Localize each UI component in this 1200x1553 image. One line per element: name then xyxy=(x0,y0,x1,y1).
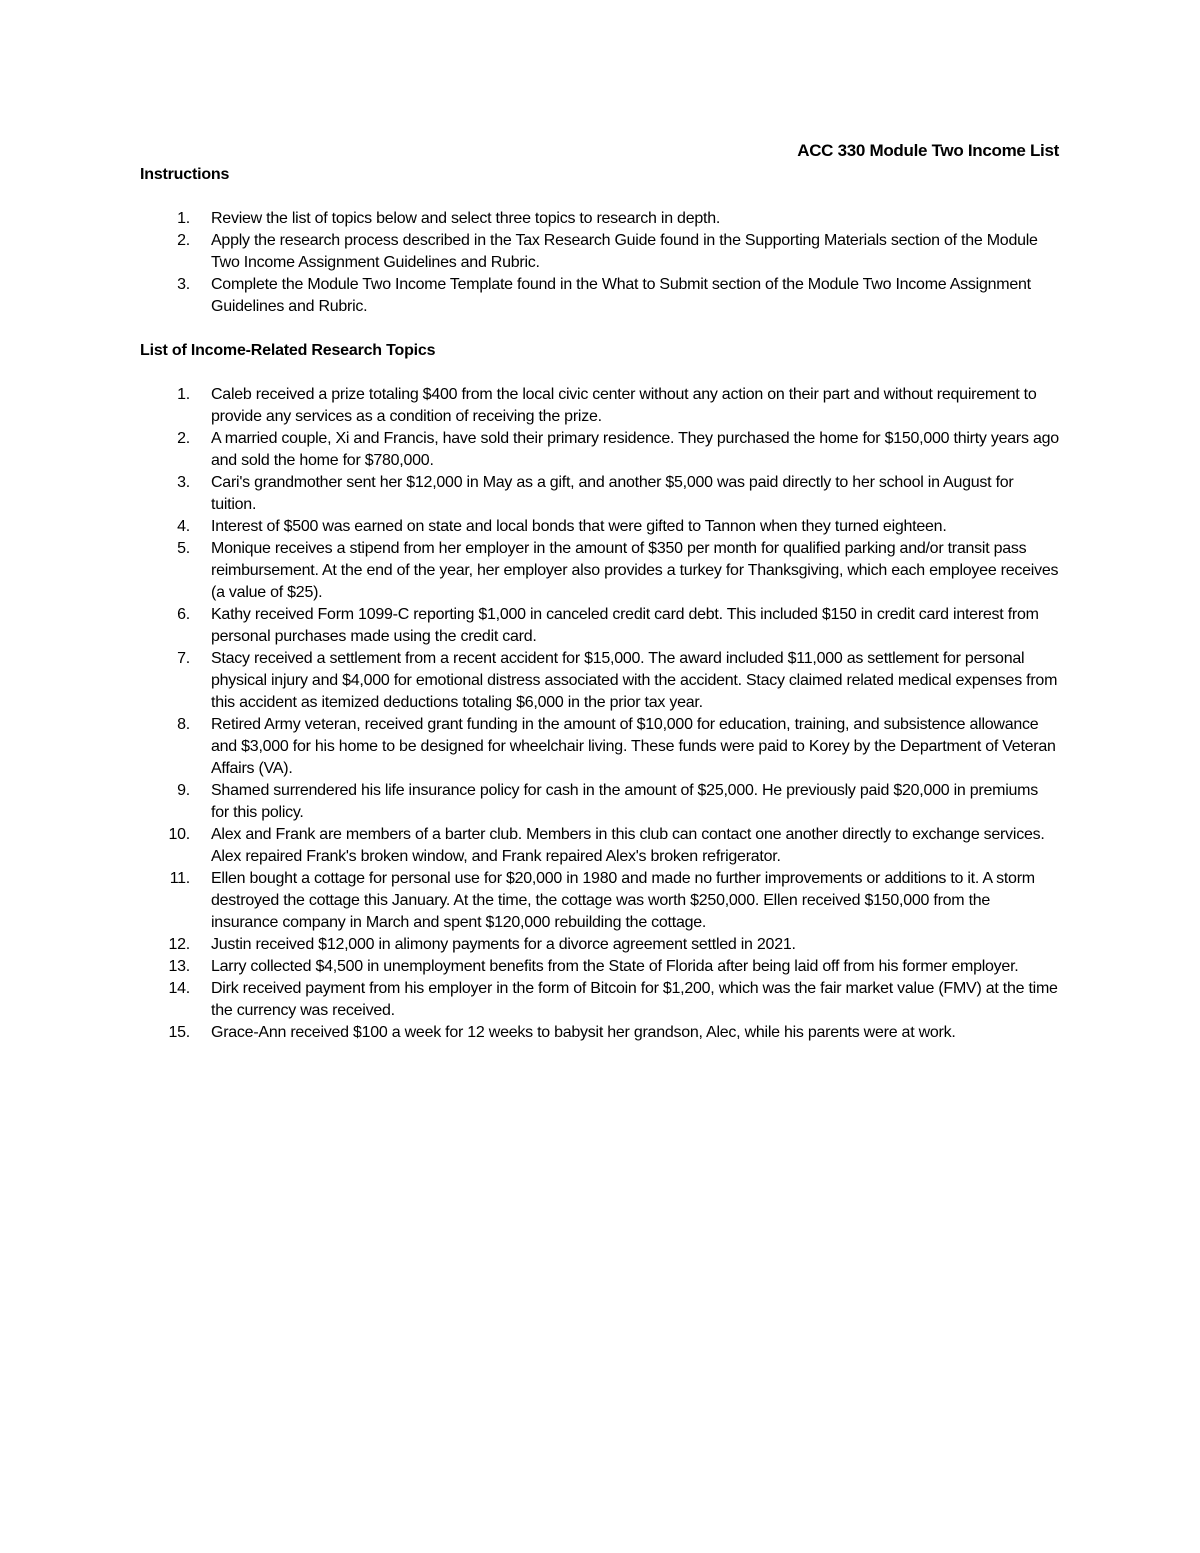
topic-text: Justin received $12,000 in alimony payments for a divorce agreement settled in 2021. xyxy=(211,936,796,953)
topic-text: Monique receives a stipend from her employer in the amount of $350 per month for qualified parking and/or transit pass reimbursement. At the end of the year, her employer also provides a turkey for Thanksgiving, which each employee receives (a value of $25). xyxy=(211,540,1059,601)
topic-number: 4. xyxy=(177,518,190,535)
topic-text: Shamed surrendered his life insurance policy for cash in the amount of $25,000. He previously paid $20,000 in premiums for this policy. xyxy=(211,782,1038,821)
topic-text: Grace-Ann received $100 a week for 12 weeks to babysit her grandson, Alec, while his parents were at work. xyxy=(211,1024,956,1041)
topic-text: Caleb received a prize totaling $400 from the local civic center without any action on their part and without requirement to provide any services as a condition of receiving the prize. xyxy=(211,386,1037,425)
topic-item xyxy=(140,934,1060,956)
topic-text: Larry collected $4,500 in unemployment benefits from the State of Florida after being laid off from his former employer. xyxy=(211,958,1019,975)
topic-number: 12. xyxy=(168,936,190,953)
topic-number: 2. xyxy=(177,430,190,447)
topic-text: A married couple, Xi and Francis, have sold their primary residence. They purchased the home for $150,000 thirty years ago and sold the home for $780,000. xyxy=(211,430,1059,469)
topic-item xyxy=(140,472,1060,516)
topic-text: Ellen bought a cottage for personal use for $20,000 in 1980 and made no further improvements or additions to it. A storm destroyed the cottage this January. At the time, the cottage was worth $250,000. Ellen received $150,000 from the insurance company in March and spent $120,000 rebuilding the cottage. xyxy=(211,870,1035,931)
topic-number: 8. xyxy=(177,716,190,733)
topic-text: Interest of $500 was earned on state and local bonds that were gifted to Tannon when they turned eighteen. xyxy=(211,518,947,535)
instruction-item xyxy=(140,208,1060,230)
topic-text: Retired Army veteran, received grant funding in the amount of $10,000 for education, training, and subsistence allowance and $3,000 for his home to be designed for wheelchair living. These funds were paid to Korey by the Department of Veteran Affairs (VA). xyxy=(211,716,1056,777)
instruction-item xyxy=(140,274,1060,318)
topic-number: 11. xyxy=(169,870,190,887)
topic-item xyxy=(140,714,1060,780)
topic-text: Cari's grandmother sent her $12,000 in May as a gift, and another $5,000 was paid directly to her school in August for tuition. xyxy=(211,474,1014,513)
topic-number: 7. xyxy=(177,650,190,667)
topic-text: Stacy received a settlement from a recent accident for $15,000. The award included $11,000 as settlement for personal physical injury and $4,000 for emotional distress associated with the accident. Stacy claimed related medical expenses from this accident as itemized deductions totaling $6,000 in the prior tax year. xyxy=(211,650,1058,711)
topic-text: Kathy received Form 1099-C reporting $1,000 in canceled credit card debt. This included $150 in credit card interest from personal purchases made using the credit card. xyxy=(211,606,1039,645)
topic-item xyxy=(140,538,1060,604)
topic-number: 14. xyxy=(168,980,190,997)
topic-item xyxy=(140,780,1060,824)
topic-number: 6. xyxy=(177,606,190,623)
topic-item xyxy=(140,956,1060,978)
instructions-heading: Instructions xyxy=(140,166,230,183)
instruction-number: 2. xyxy=(177,232,190,249)
topic-text: Dirk received payment from his employer in the form of Bitcoin for $1,200, which was the fair market value (FMV) at the time the currency was received. xyxy=(211,980,1058,1019)
instruction-text: Review the list of topics below and select three topics to research in depth. xyxy=(211,210,721,227)
document-title: ACC 330 Module Two Income List xyxy=(797,141,1059,160)
topic-number: 3. xyxy=(177,474,190,491)
topics-list xyxy=(140,384,1060,1044)
topic-item xyxy=(140,868,1060,934)
instruction-text: Complete the Module Two Income Template found in the What to Submit section of the Module Two Income Assignment Guidelines and Rubric. xyxy=(211,276,1031,315)
topic-item xyxy=(140,824,1060,868)
topic-number: 13. xyxy=(168,958,190,975)
instruction-number: 3. xyxy=(177,276,190,293)
topic-number: 1. xyxy=(177,386,190,403)
document-content xyxy=(140,164,1060,1044)
instruction-number: 1. xyxy=(177,210,190,227)
topic-item xyxy=(140,978,1060,1022)
topic-number: 9. xyxy=(177,782,190,799)
topics-heading: List of Income-Related Research Topics xyxy=(140,342,436,359)
instruction-item xyxy=(140,230,1060,274)
topic-number: 15. xyxy=(168,1024,190,1041)
instructions-list xyxy=(140,208,1060,318)
topic-item xyxy=(140,428,1060,472)
topic-item xyxy=(140,648,1060,714)
instruction-text: Apply the research process described in the Tax Research Guide found in the Supporting Materials section of the Module Two Income Assignment Guidelines and Rubric. xyxy=(211,232,1038,271)
topic-number: 10. xyxy=(168,826,190,843)
topic-item xyxy=(140,516,1060,538)
topic-item xyxy=(140,604,1060,648)
topic-number: 5. xyxy=(177,540,190,557)
topic-text: Alex and Frank are members of a barter club. Members in this club can contact one another directly to exchange services. Alex repaired Frank's broken window, and Frank repaired Alex's broken refrigerator. xyxy=(211,826,1045,865)
topic-item xyxy=(140,1022,1060,1044)
topic-item xyxy=(140,384,1060,428)
